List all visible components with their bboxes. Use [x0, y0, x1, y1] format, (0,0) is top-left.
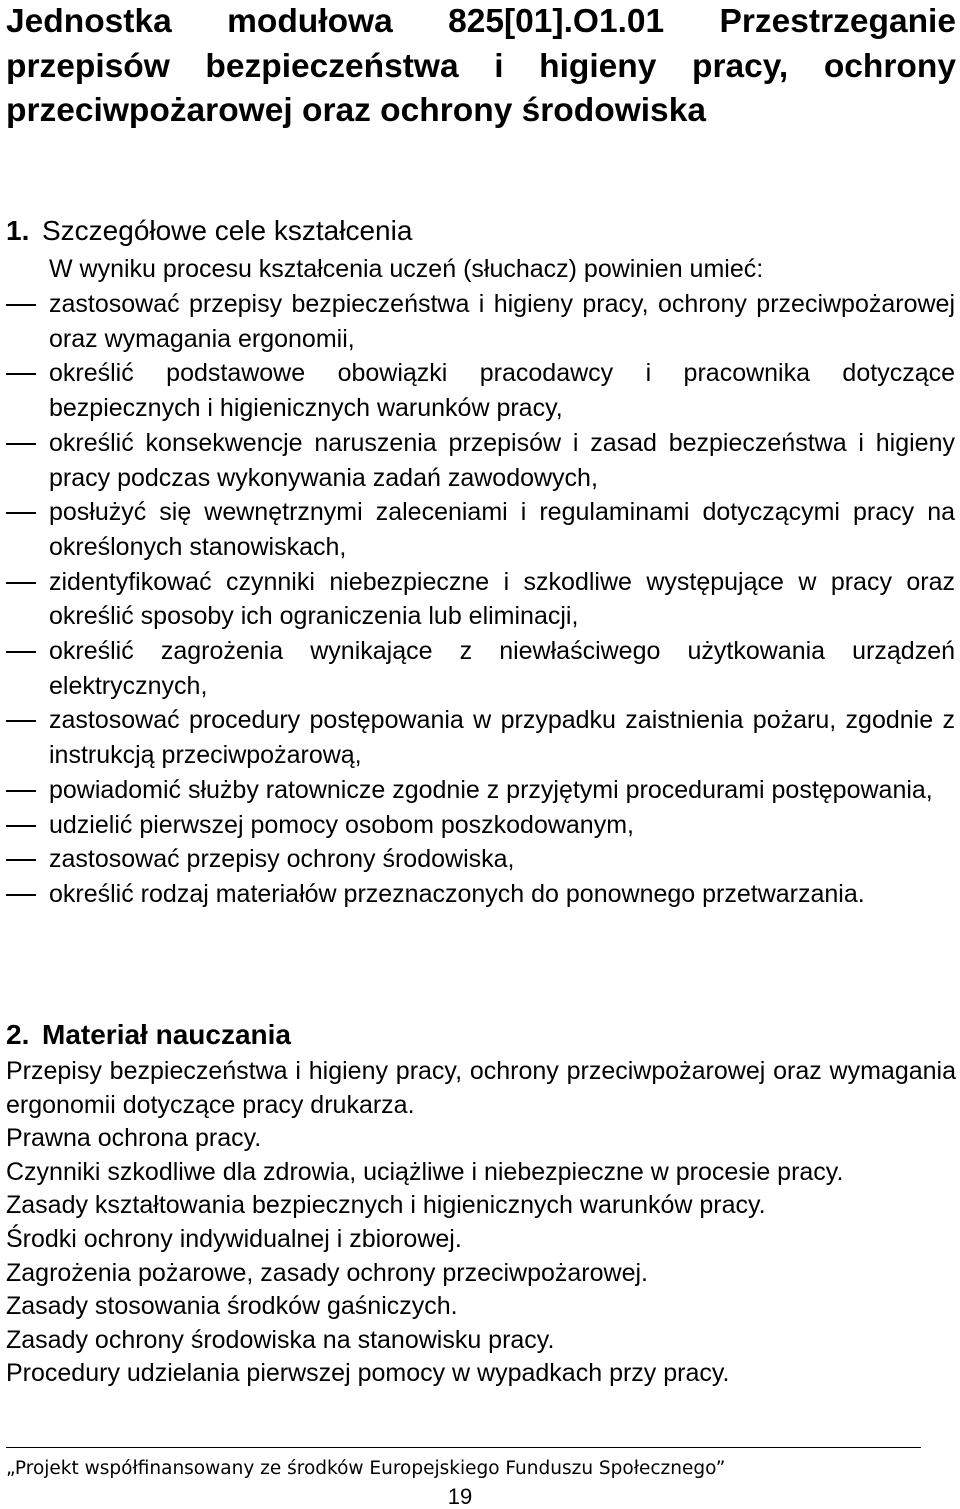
objective-text: określić konsekwencje naruszenia przepisów i zasad bezpieczeństwa i higieny pracy podczas wykonywania zadań zawodowych,: [49, 428, 955, 492]
content-item: Prawna ochrona pracy.: [6, 1124, 262, 1153]
objective-item: [0, 287, 955, 356]
dash-bullet: [6, 651, 36, 653]
dash-bullet: [6, 790, 36, 792]
dash-bullet: [6, 825, 36, 827]
content-item: Procedury udzielania pierwszej pomocy w wypadkach przy pracy.: [6, 1359, 730, 1388]
objectives-list: [0, 287, 960, 912]
objective-item: [0, 808, 955, 843]
section-heading-content: [6, 1018, 291, 1052]
section-title: Szczegółowe cele kształcenia: [42, 215, 413, 246]
objective-text: określić zagrożenia wynikające z niewłaściwego użytkowania urządzeń elektrycznych,: [49, 637, 955, 700]
content-item: Zasady kształtowania bezpiecznych i higienicznych warunków pracy.: [6, 1191, 766, 1220]
page-number: 19: [447, 1484, 473, 1509]
objective-text: zidentyfikować czynniki niebezpieczne i szkodliwe występujące w pracy oraz określić sposoby ich ograniczenia lub eliminacji,: [49, 567, 955, 631]
footer-funding-note: „Projekt współfinansowany ze środków Europejskiego Funduszu Społecznego”: [6, 1458, 726, 1479]
content-item: Czynniki szkodliwe dla zdrowia, uciążliwe i niebezpieczne w procesie pracy.: [6, 1157, 844, 1186]
objective-item: [0, 634, 955, 703]
objective-item: [0, 495, 955, 564]
content-item: Przepisy bezpieczeństwa i higieny pracy, ochrony przeciwpożarowej oraz wymagania ergonomii dotyczące pracy drukarza.: [6, 1057, 956, 1119]
content-item: Środki ochrony indywidualnej i zbiorowej.: [6, 1224, 462, 1253]
page-title: Jednostka modułowa 825[01].O1.01 Przestrzeganie przepisów bezpieczeństwa i higieny pracy, ochrony przeciwpożarowej oraz ochrony środowiska: [6, 3, 956, 129]
objective-item: [0, 703, 955, 772]
content-item: Zasady stosowania środków gaśniczych.: [6, 1292, 458, 1321]
objective-text: zastosować przepisy bezpieczeństwa i higieny pracy, ochrony przeciwpożarowej oraz wymagania ergonomii,: [49, 290, 955, 353]
objective-text: określić podstawowe obowiązki pracodawcy i pracownika dotyczące bezpiecznych i higienicznych warunków pracy,: [49, 359, 955, 423]
objective-text: udzielić pierwszej pomocy osobom poszkodowanym,: [49, 810, 634, 839]
content-item: Zagrożenia pożarowe, zasady ochrony przeciwpożarowej.: [6, 1258, 648, 1287]
footer-divider: [6, 1447, 921, 1448]
content-item: Zasady ochrony środowiska na stanowisku pracy.: [6, 1325, 555, 1354]
dash-bullet: [6, 373, 36, 375]
dash-bullet: [6, 894, 36, 896]
section-title: Materiał nauczania: [42, 1019, 291, 1050]
objective-text: posłużyć się wewnętrznymi zaleceniami i regulaminami dotyczącymi pracy na określonych stanowiskach,: [49, 498, 955, 561]
teaching-content-list: [6, 1055, 956, 1391]
dash-bullet: [6, 512, 36, 514]
dash-bullet: [6, 304, 36, 306]
objective-item: [0, 426, 955, 495]
objective-item: [0, 842, 955, 877]
objective-item: [0, 565, 955, 634]
dash-bullet: [6, 443, 36, 445]
objective-text: zastosować procedury postępowania w przypadku zaistnienia pożaru, zgodnie z instrukcją przeciwpożarową,: [49, 706, 955, 770]
objective-item: [0, 356, 955, 425]
objective-item: [0, 773, 955, 808]
objective-text: zastosować przepisy ochrony środowiska,: [49, 845, 515, 874]
dash-bullet: [6, 720, 36, 722]
dash-bullet: [6, 582, 36, 584]
section-heading-objectives: [6, 214, 412, 248]
objective-item: [0, 877, 955, 912]
objective-text: określić rodzaj materiałów przeznaczonych do ponownego przetwarzania.: [49, 879, 865, 908]
objective-text: powiadomić służby ratownicze zgodnie z przyjętymi procedurami postępowania,: [49, 775, 933, 804]
objectives-intro: W wyniku procesu kształcenia uczeń (słuchacz) powinien umieć:: [49, 255, 764, 283]
section-number: 2.: [6, 1019, 30, 1050]
section-number: 1.: [6, 215, 30, 246]
dash-bullet: [6, 859, 36, 861]
